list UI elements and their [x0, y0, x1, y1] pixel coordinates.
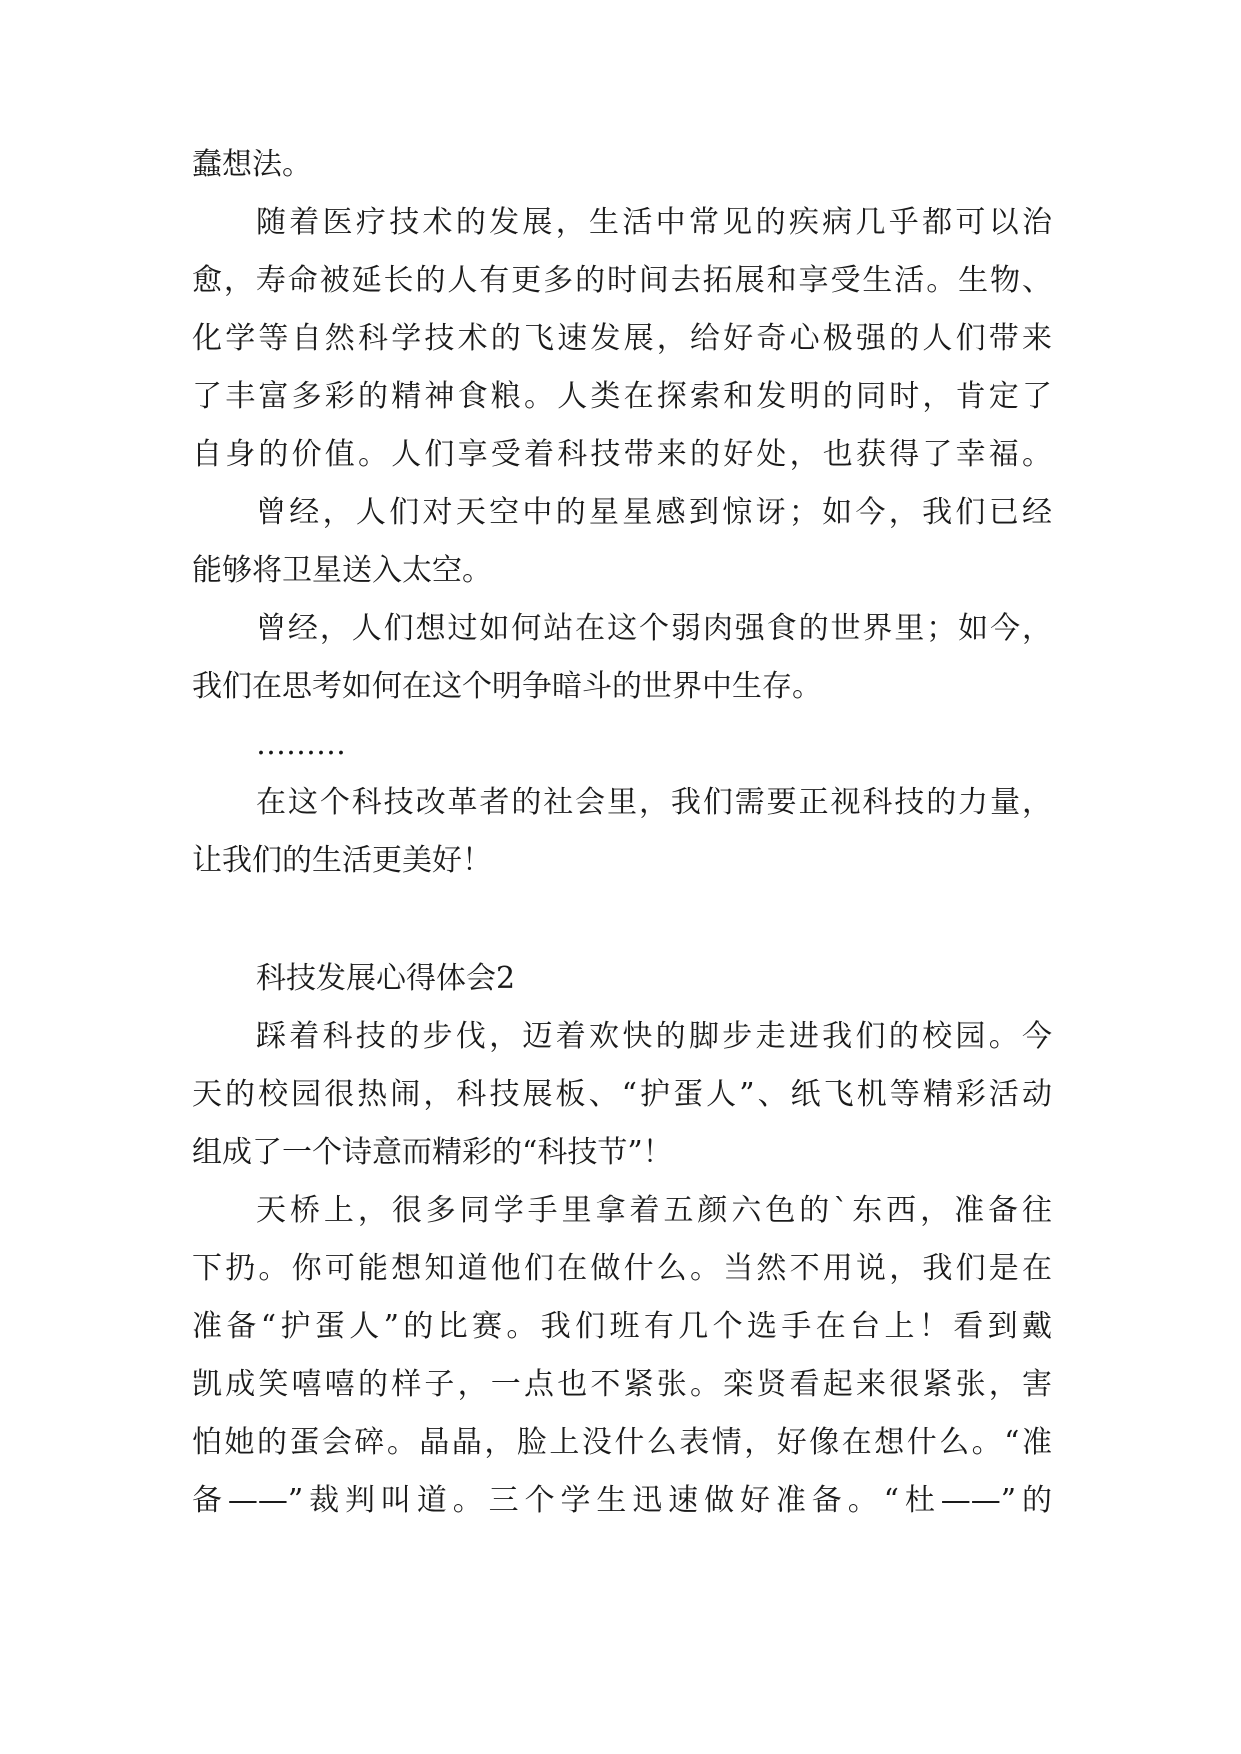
text-line: 随着医疗技术的发展，生活中常见的疾病几乎都可以治 [256, 205, 1052, 240]
text-line: 了丰富多彩的精神食粮。人类在探索和发明的同时，肯定了 [192, 379, 1052, 414]
text-line: 化学等自然科学技术的飞速发展，给好奇心极强的人们带来 [192, 321, 1052, 356]
text-line: 蠢想法。 [192, 147, 312, 182]
text-line: 备——”裁判叫道。三个学生迅速做好准备。“杜——”的 [192, 1483, 1052, 1518]
text-line: 自身的价值。人们享受着科技带来的好处，也获得了幸福。 [192, 437, 1052, 472]
ellipsis-line: ……… [256, 727, 346, 762]
text-line: 在这个科技改革者的社会里，我们需要正视科技的力量， [256, 785, 1052, 820]
text-line: 愈，寿命被延长的人有更多的时间去拓展和享受生活。生物、 [192, 263, 1052, 298]
text-line: 凯成笑嘻嘻的样子，一点也不紧张。栾贤看起来很紧张，害 [192, 1367, 1052, 1402]
text-line: 让我们的生活更美好！ [192, 843, 492, 878]
text-line: 下扔。你可能想知道他们在做什么。当然不用说，我们是在 [192, 1251, 1052, 1286]
text-line: 组成了一个诗意而精彩的“科技节”！ [192, 1135, 673, 1170]
text-line: 踩着科技的步伐，迈着欢快的脚步走进我们的校园。今 [256, 1019, 1052, 1054]
text-line: 天桥上，很多同学手里拿着五颜六色的`东西，准备往 [256, 1193, 1052, 1228]
text-line: 准备“护蛋人”的比赛。我们班有几个选手在台上！看到戴 [192, 1309, 1052, 1344]
text-line: 天的校园很热闹，科技展板、“护蛋人”、纸飞机等精彩活动 [192, 1077, 1052, 1112]
section-title: 科技发展心得体会2 [256, 961, 516, 996]
text-line: 能够将卫星送入太空。 [192, 553, 492, 588]
text-line: 曾经，人们对天空中的星星感到惊讶；如今，我们已经 [256, 495, 1052, 530]
text-line: 我们在思考如何在这个明争暗斗的世界中生存。 [192, 669, 822, 704]
text-line: 曾经，人们想过如何站在这个弱肉强食的世界里；如今， [256, 611, 1052, 646]
text-line: 怕她的蛋会碎。晶晶，脸上没什么表情，好像在想什么。“准 [192, 1425, 1052, 1460]
